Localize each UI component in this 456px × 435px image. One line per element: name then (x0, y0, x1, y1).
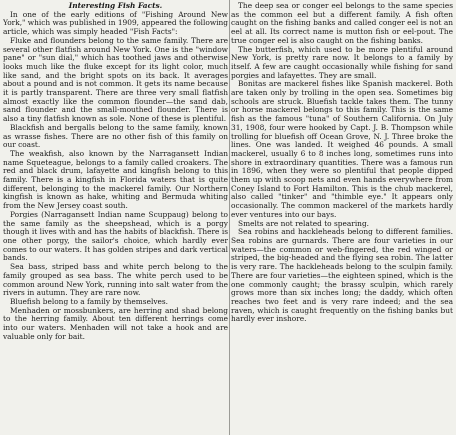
left-column (3, 2, 228, 435)
paragraph-smelts: Smelts are not related to spearing. (238, 218, 370, 228)
paragraph-bluefish: Bluefish belong to a family by themselves. (10, 296, 169, 306)
paragraph-sea-bass: Sea bass, striped bass and white perch belong to the family grouped as sea bass. The white perch used to be common around New York, running into salt water from the rivers in autumn. They are rare now. (3, 262, 228, 298)
right-column (231, 2, 453, 435)
paragraph-wrasse: Blackfish and bergalls belong to the same family, known as wrasse fishes. There are no other fish of this family on our coast. (3, 122, 228, 150)
column-divider (229, 0, 230, 435)
paragraph-porgies: Porgies (Narragansett Indian name Scuppaug) belong to the same family as the sheepshead, which is a porgy though it lives with and has the habits of blackfish. There is one other porgy, the sailor's choice, which hardly ever comes to our waters. It has golden stripes and dark vertical bands. (3, 209, 228, 263)
paragraph-eels: The deep sea or conger eel belongs to the same species as the common eel but a different family. A fish often caught on the fishing banks and called conger eel is not an eel at all. Its correct name is mutton fish or eel-pout. The true conger eel is also caught on the fishing banks. (231, 2, 453, 45)
paragraph-mackerel: Bonitas are mackerel fishes like Spanish mackerel. Both are taken only by trolling in the open sea. Sometimes big schools are struck. Bluefish tackle takes them. The tunny or horse mackerel belongs to this family. This is the same fish as the famous "tuna" of Southern California. On July 31, 1908, four were hooked by Capt. J. B. Thompson while trolling for bluefish off Ocean Grove, N. J. Three broke the lines. One was landed. It weighed 46 pounds. A small mackerel, usually 6 to 8 inches long, sometimes runs into shore in extraordinary quantities. There was a famous run in 1896, when they were so plentiful that people dipped them up with scoop nets and even hands everywhere from Coney Island to Fort Hamilton. This is the chub mackerel, also called "tinker" and "thimble eye." It appears only occasionally. The common mackerel of the markets hardly ever ventures into our bays. (231, 79, 453, 219)
paragraph-flatfish: Fluke and flounders belong to the same family. There are several other flatfish around New York. One is the "window pane" or "sun dial," which has toothed jaws and otherwise looks much like the fluke except for its light color, much like sand, and the bright spots on its back. It averages about a pound and is not common. It gets its name because it is partly transparent. There are three very small flatfish almost exactly like the common flounder—the sand dab, sand flounder and the small-mouthed flounder. There is also a tiny flatfish known as sole. None of these is plentiful. (3, 35, 228, 124)
paragraph-herring: Menhaden or mossbunkers, are herring and shad belong to the herring family. About ten different herrings come into our waters. Menhaden will not take a hook and are valuable only for bait. (3, 305, 228, 341)
paragraph-sea-robins: Sea robins and hackleheads belong to different families. Sea robins are gurnards. There are four varieties in our waters—the common or web-fingered, the red winged or striped, the big-headed and the flying sea robin. The latter is very rare. The hackleheads belong to the sculpin family. There are four varieties—the eighteen spined, which is the one commonly caught; the brassy sculpin, which rarely grows more than six inches long; the daddy, which often reaches two feet and is very rare indeed; and the sea raven, which is caught frequently on the fishing banks but hardly ever inshore. (231, 227, 453, 324)
article-title: Interesting Fish Facts. (68, 2, 163, 10)
paragraph-butterfish: The butterfish, which used to be more plentiful around New York, is pretty rare now. It belongs to a family by itself. A few are caught occasionally while fishing for sand porgies and lafayettes. They are small. (231, 44, 453, 80)
paragraph-intro: In one of the early editions of "Fishing Around New York," which was published in 1909, appeared the following article, which was simply headed "Fish Facts": (3, 9, 228, 37)
paragraph-croakers: The weakfish, also known by the Narragansett Indian name Squeteague, belongs to a family called croakers. The red and black drum, lafayette and kingfish belong to this family. There is a kingfish in Florida waters that is quite different, belonging to the mackerel family. Our Northern kingfish is known as hake, whiting and Bermuda whiting from the New Jersey coast south. (3, 148, 228, 211)
